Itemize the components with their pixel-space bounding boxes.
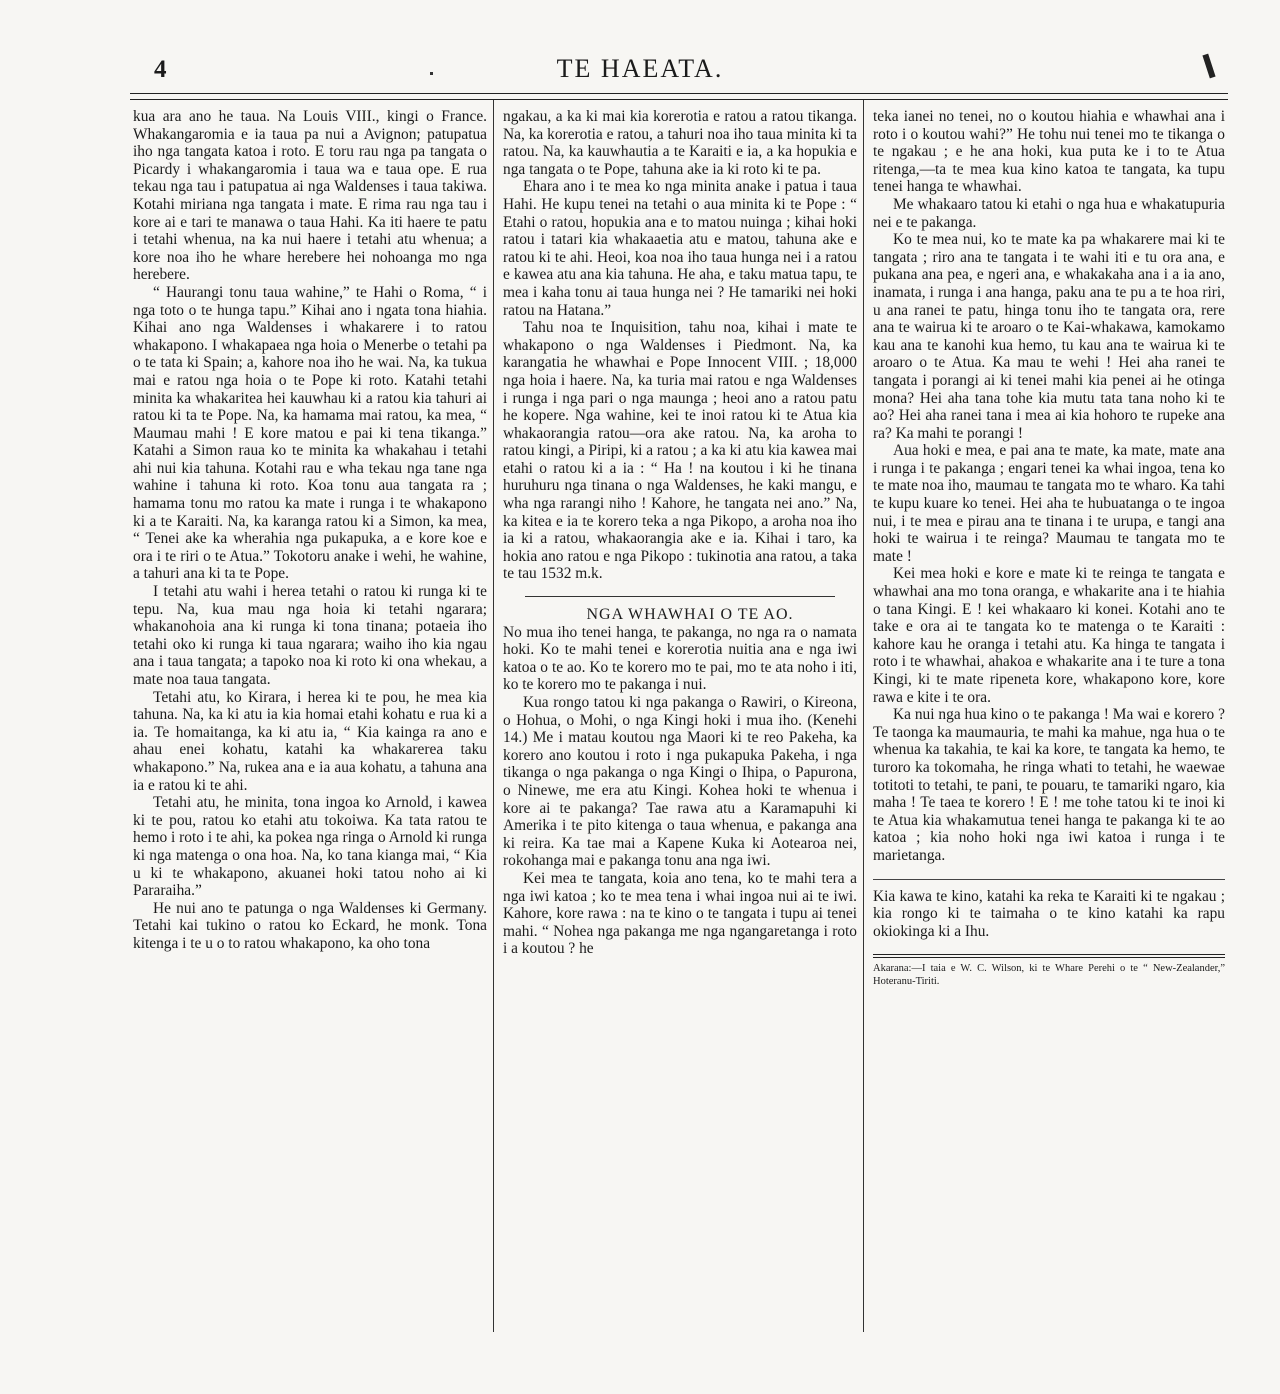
column-divider-1 [493,100,494,1332]
column-1-paragraph: I tetahi atu wahi i herea tetahi o ratou ki runga ki te tepu. Na, kua mau nga hoia ki tetahi ngarara; whakanohoia ana ki runga ki tona tinana; potaeia iho tetahi oko ki runga ki taua ngarara; waiho iho kia ngau ana i taua tangata; a tapoko noa ki roto ki ona whekau, a mate noa taua tangata. [133,583,487,688]
column-3-paragraph: Aua hoki e mea, e pai ana te mate, ka mate, mate ana i runga i te pakanga ; engari tenei ka whai ingoa, tena ko te mate noa iho, maumau te tangata mo te wharo. Ka tahi te kupu kuare ko tenei. Hei aha te hubuatanga o te ingoa nui, i te mea e pirau ana te tinana i te urupa, e tangi ana hoki te wairua i te reinga? Maumau te tangata mo te mate ! [873,442,1225,565]
printer-imprint: Akarana:—I taia e W. C. Wilson, ki te Whare Perehi o te “ New-Zealander,” Hoteranu-Tiriti. [873,963,1225,988]
footer-rule [873,954,1225,958]
column-2-paragraph: ngakau, a ka ki mai kia korerotia e ratou a ratou tikanga. Na, ka korerotia e ratou, a tahuri noa iho taua minita ki ta ratou. Na, ka kauwhautia a te Karaiti e ia, a ka hopukia e nga tangata o te Pope, tahuna ake ia ki roto ki te pa. [503,108,857,178]
header-rule-top [130,93,1228,94]
column-1-paragraph: “ Haurangi tonu taua wahine,” te Hahi o Roma, “ i nga toto o te hunga tapu.” Kihai ano i ngata tona hiahia. Kihai ano nga Waldenses i whakarere i to ratou whakapono. I whakapaea nga hoia o Menerbe o tetahi pa o te tata ki Spain; a, kahore noa iho he wai. Na, ka tukua mai e ratou nga hoia o te Pope ki roto. Katahi tetahi minita ka whakaritea hei kauwhau ki a ratou kia tahuri ai ratou ki ta te Pope. Na, ka hamama mai ratou, ka mea, “ Maumau mahi ! E kore matou e pai ki tena tikanga.” Katahi a Simon raua ko te minita ka whakahau i tetahi ahi nui kia tahuna. Kotahi rau e wha tekau nga tane nga wahine i tahuna ki roto. Koa tonu aua tangata ra ; hamama tonu mo ratou ka mate i runga i te whakapono ki a te Karaiti. Na, ka karanga ratou ki a Simon, ka mea, “ Tenei ake ka wherahia nga pukapuka, a e kore koe e ora i te riri o te Atua.” Tokotoru anake i wehi, he wahine, a tahuri ana ki ta te Pope. [133,283,487,583]
column-divider-2 [863,100,864,1332]
column-1-paragraph: He nui ano te patunga o nga Waldenses ki Germany. Tetahi kai tukino o ratou ko Eckard, he monk. Tona kitenga i te u o to ratou whakapono, ka oho tona [133,899,487,952]
closing-paragraph: Kia kawa te kino, katahi ka reka te Karaiti ki te ngakau ; kia rongo ki te taimaha o te kino katahi ka rapu okiokinga ki a Ihu. [873,887,1225,940]
column-1-paragraph: Tetahi atu, he minita, tona ingoa ko Arnold, i kawea ki te pou, ratou ko etahi atu tokoiwa. Ka tata ratou te hemo i roto i te ahi, ka pokea nga ringa o Arnold ki runga ki nga matenga o ona hoa. Na, ko tana kianga mai, “ Kia u ki te whakapono, akuanei hoki tatou noho ai ki Pararaiha.” [133,794,487,900]
column-3-paragraph: Kei mea hoki e kore e mate ki te reinga te tangata e whawhai ana mo tona oranga, e whakarite ana i te hiahia o tana Kingi. E ! kei whakaaro ki konei. Kotahi ano te take e ora ai te tangata ko te matenga o te Karaiti : kahore kau he oranga i tetahi atu. Ka hinga te tangata i roto i te whawhai, ahakoa e whakarite ana i te ture a tona Kingi, ki te mate ripeneta kore, whakapono kore, kore rawa e kite i te ora. [873,565,1225,706]
column-1-paragraph: Tetahi atu, ko Kirara, i herea ki te pou, he mea kia tahuna. Na, ka ki atu ia kia homai etahi kohatu e rua ki a ia. Te homaitanga, ka ki atu ia, “ Kia kainga ra ano e ahau enei kohatu, katahi ka whakarerea taku whakapono.” Na, rukea ana e ia aua kohatu, a tahuna ana ia e ratou ki te ahi. [133,688,487,794]
masthead-title: TE HAEATA. [556,54,724,83]
column-3-paragraph: Me whakaaro tatou ki etahi o nga hua e whakatupuria nei e te pakanga. [873,195,1225,231]
section-heading: NGA WHAWHAI O TE AO. [586,606,794,624]
column-2-paragraph: Ehara ano i te mea ko nga minita anake i patua i taua Hahi. He kupu tenei na tetahi o aua minita ki te Pope : “ Etahi o ratou, hopukia ana e to matou nuinga ; kihai hoki ratou i tatari kia whakaaetia atu e matou, tahuna ake e ratou ki te ahi. Heoi, koa noa iho taua hunga nei i a ratou e kawea atu ana kia tahuna. He aha, e taku matua tapu, te mea i kaha tonu ai taua hunga nei ? He tamariki nei hoki ratou na Hatana.” [503,178,857,319]
column-2-paragraph: Tahu noa te Inquisition, tahu noa, kihai i mate te whakapono o nga Waldenses i Piedmont. Na, ka karangatia he whawhai e Pope Innocent VIII. ; 18,000 nga hoia i haere. Na, ka turia mai ratou e nga Waldenses i runga i nga pari o nga maunga ; heoi ano a ratou patu he kopere. Nga wahine, kei te inoi ratou ki te Atua kia whakaorangia ratou—ora ake ratou. Na, ka aroha to ratou kingi, a Piripi, ki a ratou ; a ka ki atu kia kawea mai etahi o ratou ki a ia : “ Ha ! na koutou i ki he tinana huruhuru nga tinana o nga Waldenses, he kaki mangu, e wha nga rarangi niho ! Kahore, he tangata nei ano.” Na, ka kitea e ia te korero teka a nga Pikopo, a aroha noa iho ia ki a ratou, whakaorangia ake e ia. Kihai i taro, ka hokia ano ratou e nga Pikopo : tukinotia ana ratou, a taka te tau 1532 m.k. [503,319,857,583]
header-rule-bottom [130,99,1228,100]
column-3-paragraph: Ko te mea nui, ko te mate ka pa whakarere mai ki te tangata ; riro ana te tangata i te wahi iti e tu ora ana, e pukana ana pea, e ngeri ana, e whakakaha ana i a ia ano, inamata, i runga i ana hanga, paku ana te pu a te hoa riri, u ana ranei te patu, hinga tonu iho te tangata ora, rere ana te wairua ki te aroaro o te Kai-whakawa, kamokamo kau ana te kanohi kua hemo, tu kau ana te wairua ki te aroaro o te Atua. Ka mau te wehi ! Hei aha ranei te tangata i porangi ai ki tenei mahi kia penei ai he otinga mona? Hei aha tana tohe kia mutu tata tana noho ki te ao? Hei aha ranei tana i mea ai kia hohoro te rupeke ana ra? Ka mahi te porangi ! [873,231,1225,442]
article-paragraph: No mua iho tenei hanga, te pakanga, no nga ra o namata hoki. Ko te mahi tenei e korerotia nuitia ana e nga iwi katoa o te ao. Ko te korero mo te pai, mo te ata noho i iti, ko te korero mo te pakanga i nui. [503,623,857,694]
column-2 [503,108,857,958]
column-3-paragraph: teka ianei no tenei, no o koutou hiahia e whawhai ana i roto i o koutou wahi?” He tohu nui tenei mo te tikanga o te ngakau ; e he ana hoki, kua puta ke i to te Atua ritenga,—ta te mea kua kino katoa te tangata, ka tupu tenei hanga te whawhai. [873,108,1225,196]
section-divider [525,596,835,597]
column-3-paragraph: Ka nui nga hua kino o te pakanga ! Ma wai e korero ? Te taonga ka maumauria, te mahi ka mahue, nga hua o te whenua ka takahia, te kai ka kore, te tangata ka hemo, te turoro ka tokomaha, he ringa whati to tetahi, he waewae totitoti to tetahi, te pani, te pouaru, te tamariki ngaro, kia maha ! Te taea te korero ! E ! me tohe tatou ki te inoi ki te Atua kia whakamutua tenei hanga te pakanga ki te ao katoa ; kia noho hoki nga iwi katoa i runga i te marietanga. [873,706,1225,864]
column-3 [873,108,1225,988]
article-paragraph: Kei mea te tangata, koia ano tena, ko te mahi tera a nga iwi katoa ; ko te mea tena i whai ingoa nui ai te iwi. Kahore, kore rawa : na te kino o te tangata i tupu ai tenei mahi. “ Nohea nga pakanga me nga ngangaretanga i roto i a koutou ? he [503,869,857,958]
column-1 [133,108,487,953]
article-paragraph: Kua rongo tatou ki nga pakanga o Rawiri, o Kireona, o Hohua, o Mohi, o nga Kingi hoki i mua iho. (Kenehi 14.) Me i matau koutou nga Maori ki te reo Pakeha, ka korero ano koutou i roto i nga pukapuka Pakeha, i nga tikanga o nga pakanga o nga Kingi o Ihipa, o Papurona, o Ninewe, me era atu Kingi. Kohea hoki te whenua i kore ai te pakanga? Tae rawa atu a Karamapuhi ki Amerika i te pito kitenga o taua whenua, e pakanga ana ki reira. Ka tae mai a Kapene Kuka ki Aotearoa nei, rokohanga mai e pakanga tonu ana nga iwi. [503,694,857,870]
closing-divider [873,879,1225,880]
column-1-paragraph: kua ara ano he taua. Na Louis VIII., kingi o France. Whakangaromia e ia taua pa nui a Avignon; patupatua iho nga tangata katoa i roto. E toru rau nga pa tangata o Picardy i whakangaromia i taua wa e taua ope. E rua tekau nga tau i patupatua ai nga Waldenses i taua takiwa. Kotahi miriana nga tangata i mate. E rima rau nga tau i kore ai e tari te manawa o taua Hahi. Ka iti haere te patu i tetahi whenua, na ka nui haere i tetahi atu whenua; a kore noa iho he whare herebere hei nohoanga mo nga herebere. [133,108,487,284]
page-number: 4 [154,56,167,83]
